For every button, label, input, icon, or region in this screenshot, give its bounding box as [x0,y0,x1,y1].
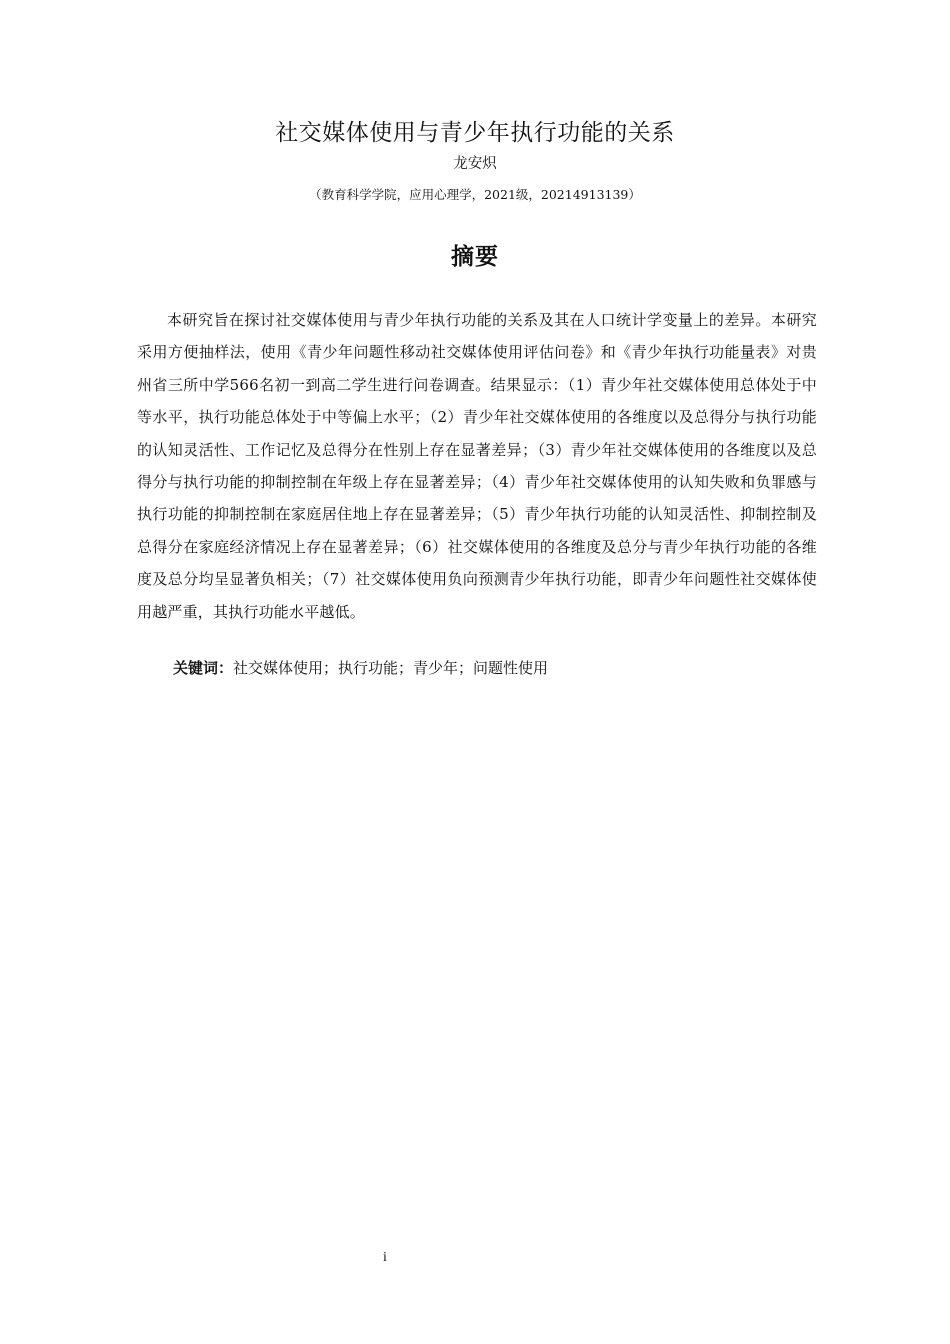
abstract-body: 本研究旨在探讨社交媒体使用与青少年执行功能的关系及其在人口统计学变量上的差异。本研究采用方便抽样法，使用《青少年问题性移动社交媒体使用评估问卷》和《青少年执行功能量表》对贵州省三所中学566名初一到高二学生进行问卷调查。结果显示：（1）青少年社交媒体使用总体处于中等水平，执行功能总体处于中等偏上水平；（2）青少年社交媒体使用的各维度以及总得分与执行功能的认知灵活性、工作记忆及总得分在性别上存在显著差异；（3）青少年社交媒体使用的各维度以及总得分与执行功能的抑制控制在年级上存在显著差异；（4）青少年社交媒体使用的认知失败和负罪感与执行功能的抑制控制在家庭居住地上存在显著差异；（5）青少年执行功能的认知灵活性、抑制控制及总得分在家庭经济情况上存在显著差异；（6）社交媒体使用的各维度及总分与青少年执行功能的各维度及总分均呈显著负相关；（7）社交媒体使用负向预测青少年执行功能，即青少年问题性社交媒体使用越严重，其执行功能水平越低。 [137,311,817,621]
author-name: 龙安炽 [453,156,497,172]
paper-title: 社交媒体使用与青少年执行功能的关系 [275,120,675,146]
page-number: i [383,1250,387,1265]
keywords-text: 社交媒体使用；执行功能；青少年；问题性使用 [233,659,549,677]
keywords-line [173,654,548,682]
keywords-label: 关键词： [173,659,234,677]
abstract-heading: 摘要 [451,244,499,270]
author-affiliation: （教育科学学院，应用心理学，2021级，20214913139） [309,187,641,202]
